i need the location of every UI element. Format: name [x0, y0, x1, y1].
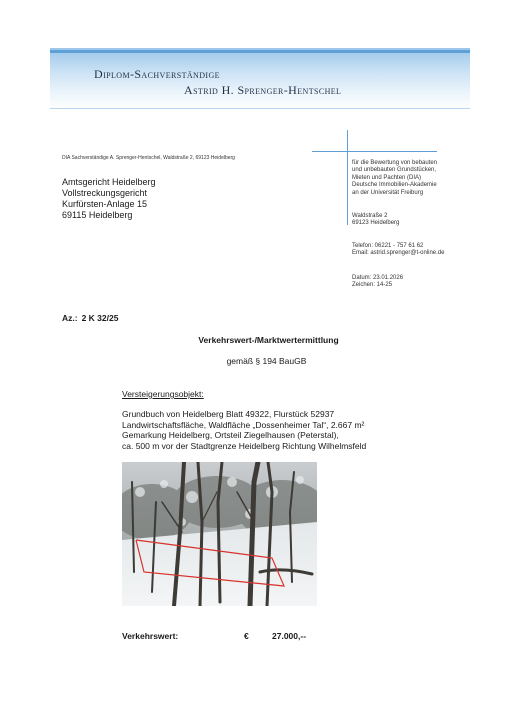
object-line: Gemarkung Heidelberg, Ortsteil Ziegelhausen (Peterstal),	[122, 430, 339, 441]
recipient-address	[62, 177, 156, 221]
document-subtitle: gemäß § 194 BauGB	[226, 356, 307, 366]
recipient-line: Amtsgericht Heidelberg	[62, 177, 156, 187]
document-title: Verkehrswert-/Marktwertermittlung	[198, 335, 339, 345]
case-label: Az.:	[62, 313, 78, 323]
object-line: Landwirtschaftsfläche, Waldfläche „Dossenheimer Tal“, 2.667 m²	[122, 419, 365, 430]
object-line: Grundbuch von Heidelberg Blatt 49322, Flurstück 52937	[122, 409, 335, 419]
winter-forest-image	[122, 462, 317, 606]
property-photo	[122, 462, 317, 606]
case-reference	[62, 313, 122, 323]
document-title-row	[0, 335, 509, 345]
sidebar-date: Datum: 23.01.2026	[352, 275, 404, 281]
sidebar-phone: Telefon: 06221 - 757 61 62	[352, 243, 424, 249]
object-description	[122, 409, 366, 451]
sender-return-line: DIA Sachverständige A. Sprenger-Hentschel, Waldstraße 2, 69123 Heidelberg	[62, 155, 235, 161]
recipient-line: Kurfürsten-Anlage 15	[62, 199, 148, 209]
document-subtitle-row	[0, 356, 509, 366]
sidebar-line: Waldstraße 2	[352, 213, 388, 219]
firm-name-line2: Astrid H. Sprenger-Hentschel	[184, 83, 342, 97]
sidebar-reference: Zeichen: 14-25	[352, 282, 393, 289]
recipient-line: 69115 Heidelberg	[62, 210, 133, 220]
case-number: 2 K 32/25	[81, 313, 119, 323]
sidebar-line: für die Bewertung von bebauten	[352, 160, 438, 166]
object-heading: Versteigerungsobjekt:	[122, 389, 204, 399]
letterhead-top-rule	[50, 50, 470, 53]
sidebar-line: an der Universität Freiburg	[352, 189, 424, 196]
sidebar-line: Deutsche Immobilien-Akademie	[352, 182, 437, 189]
valuation-label: Verkehrswert:	[122, 631, 179, 641]
fold-mark-vertical	[347, 130, 348, 225]
sidebar-date-ref	[352, 275, 403, 290]
sidebar-qualification	[352, 160, 437, 197]
fold-mark-horizontal	[312, 151, 437, 152]
letterhead-bottom-rule	[50, 108, 470, 109]
valuation-amount: 27.000,--	[272, 631, 307, 641]
firm-name-line1: Diplom-Sachverständige	[94, 67, 220, 81]
valuation-currency: €	[244, 631, 249, 641]
sidebar-email: Email: astrid.sprenger@t-online.de	[352, 250, 445, 257]
sidebar-line: Mieten und Pachten (DIA)	[352, 174, 422, 181]
sidebar-contact	[352, 243, 444, 258]
sidebar-line: 69123 Heidelberg	[352, 220, 400, 227]
sidebar-line: und unbebauten Grundstücken,	[352, 167, 437, 174]
sidebar-address	[352, 213, 399, 228]
recipient-line: Vollstreckungsgericht	[62, 188, 148, 198]
object-line: ca. 500 m vor der Stadtgrenze Heidelberg Richtung Wilhelmsfeld	[122, 440, 367, 451]
